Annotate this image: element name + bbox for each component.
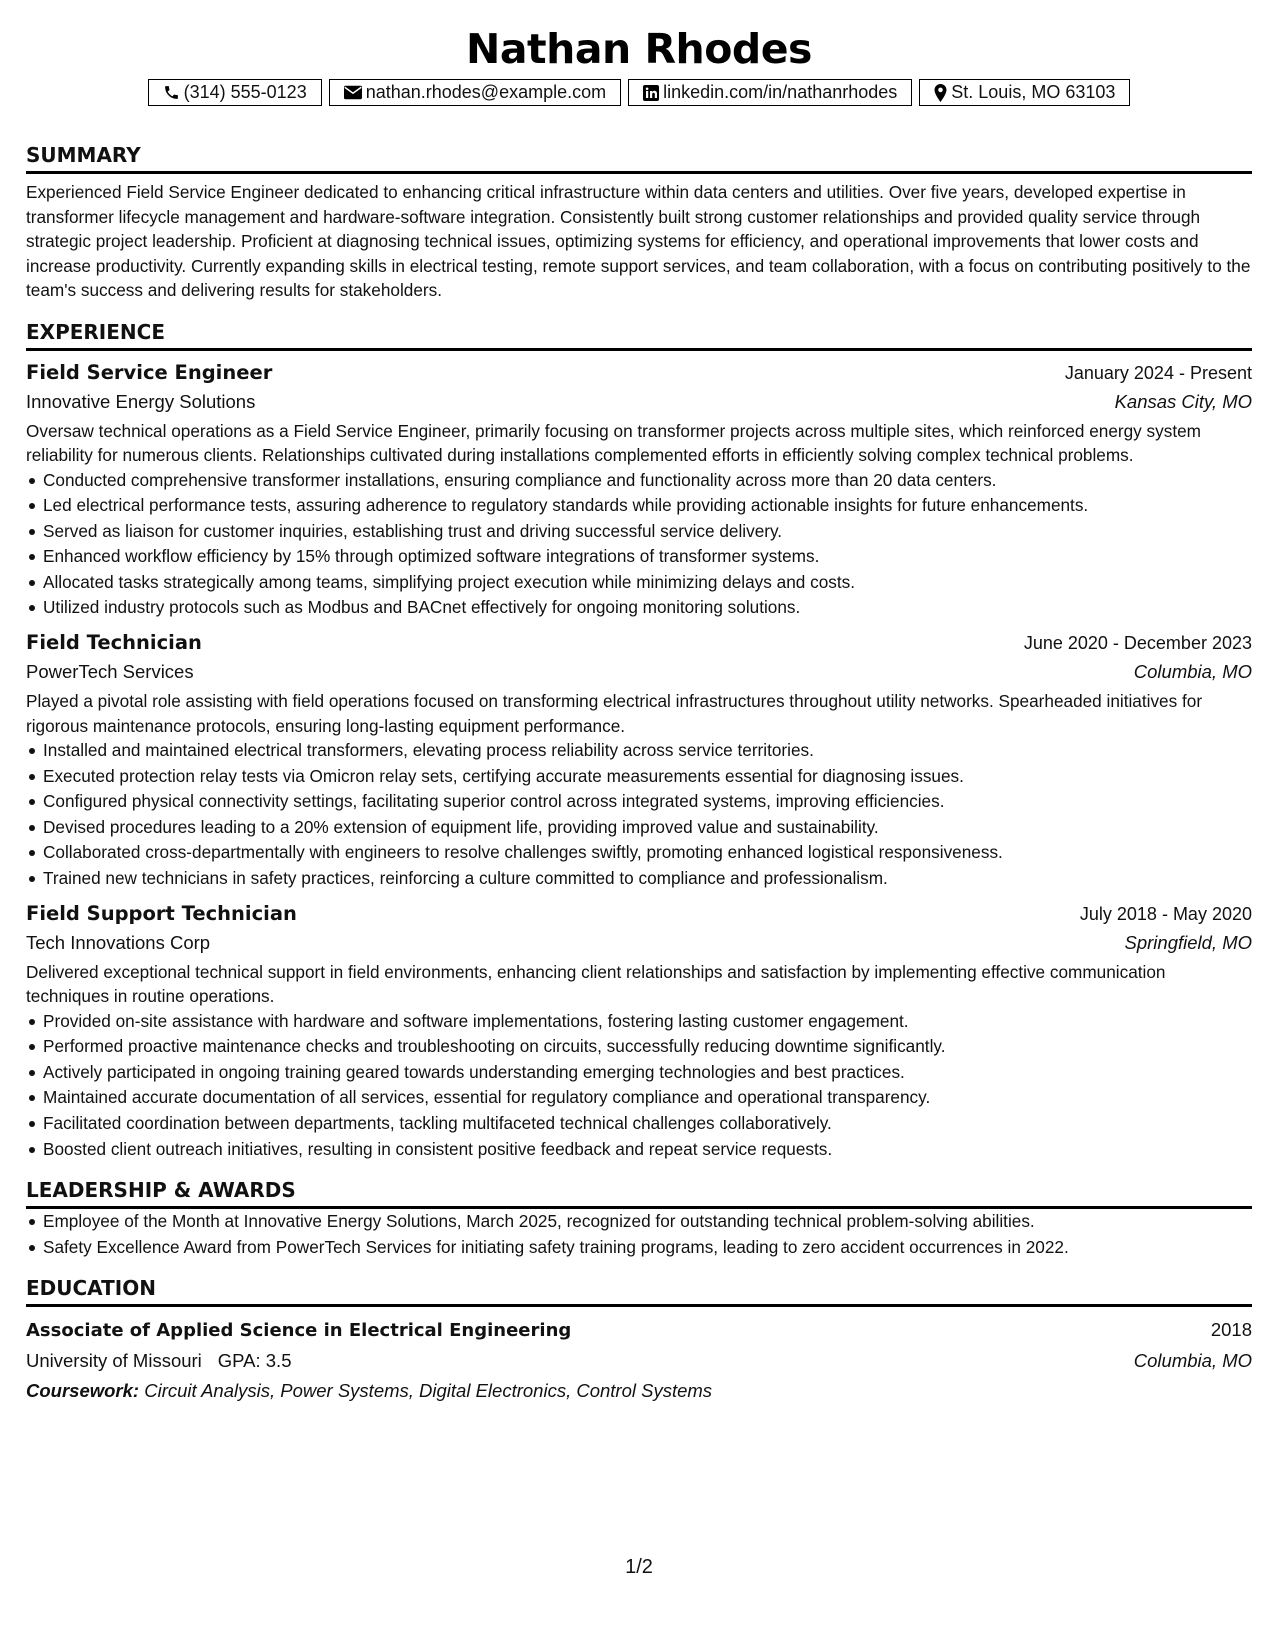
job-bullet: Utilized industry protocols such as Modbus and BACnet effectively for ongoing monitoring solutions.	[26, 595, 1252, 621]
job-bullet: Allocated tasks strategically among teams, simplifying project execution while minimizing delays and costs.	[26, 570, 1252, 596]
award-item: Employee of the Month at Innovative Energy Solutions, March 2025, recognized for outstanding technical problem-solving abilities.	[26, 1209, 1252, 1235]
map-pin-icon	[934, 84, 947, 102]
awards-list	[26, 1209, 1252, 1260]
education-location: Columbia, MO	[1133, 1350, 1252, 1372]
education-school-line	[26, 1346, 292, 1376]
page-number: 1/2	[625, 1556, 653, 1578]
job-entry	[26, 359, 1252, 622]
coursework-label: Coursework:	[26, 1380, 140, 1402]
job-bullet: Devised procedures leading to a 20% extension of equipment life, providing improved value and sustainability.	[26, 815, 1252, 841]
job-bullet: Executed protection relay tests via Omicron relay sets, certifying accurate measurements essential for diagnosing issues.	[26, 764, 1252, 790]
awards-heading: LEADERSHIP & AWARDS	[26, 1178, 1252, 1209]
education-year: 2018	[1210, 1319, 1252, 1341]
job-description: Played a pivotal role assisting with field operations focused on transforming electrical infrastructures throughout utility networks. Spearheaded initiatives for rigorous maintenance protocols, ensuring long-lasting equipment performance.	[26, 691, 1203, 736]
contact-phone[interactable]	[148, 79, 322, 106]
job-bullet: Configured physical connectivity settings, facilitating superior control across integrated systems, improving efficiencies.	[26, 789, 1252, 815]
job-bullet: Performed proactive maintenance checks and troubleshooting on circuits, successfully reducing downtime significantly.	[26, 1034, 1252, 1060]
job-bullets	[26, 738, 1252, 892]
job-entry	[26, 900, 1252, 1163]
contact-linkedin-text: linkedin.com/in/nathanrhodes	[663, 82, 898, 102]
contact-phone-text: (314) 555-0123	[183, 82, 307, 102]
job-location: Springfield, MO	[1124, 931, 1252, 953]
education-heading: EDUCATION	[26, 1276, 1252, 1307]
job-bullet: Led electrical performance tests, assuring adherence to regulatory standards while providing actionable insights for future enhancements.	[26, 493, 1252, 519]
job-bullet: Boosted client outreach initiatives, resulting in consistent positive feedback and repeat service requests.	[26, 1137, 1252, 1163]
job-title: Field Support Technician	[26, 901, 297, 925]
job-location: Kansas City, MO	[1114, 390, 1252, 412]
education-coursework	[26, 1376, 1252, 1406]
phone-icon	[163, 84, 180, 101]
job-bullet: Maintained accurate documentation of all services, essential for regulatory compliance and operational transparency.	[26, 1085, 1252, 1111]
job-bullet: Served as liaison for customer inquiries, establishing trust and driving successful service delivery.	[26, 519, 1252, 545]
job-bullet: Facilitated coordination between departments, tackling multifaceted technical challenges collaboratively.	[26, 1111, 1252, 1137]
job-description: Delivered exceptional technical support in field environments, enhancing client relationships and satisfaction by implementing effective communication techniques in routine operations.	[26, 961, 1166, 1007]
job-bullets	[26, 468, 1252, 622]
education-gpa: GPA: 3.5	[217, 1350, 292, 1372]
job-entry	[26, 629, 1252, 892]
job-company: Tech Innovations Corp	[26, 931, 211, 953]
job-location: Columbia, MO	[1133, 661, 1252, 683]
job-bullet: Conducted comprehensive transformer installations, ensuring compliance and functionality across more than 20 data centers.	[26, 468, 1252, 494]
education-entry	[26, 1315, 1252, 1406]
job-dates: June 2020 - December 2023	[1023, 633, 1252, 654]
job-dates: January 2024 - Present	[1064, 362, 1252, 383]
candidate-name: Nathan Rhodes	[466, 25, 812, 73]
experience-heading: EXPERIENCE	[26, 320, 1252, 351]
contact-email[interactable]	[329, 79, 621, 106]
summary-text: Experienced Field Service Engineer dedicated to enhancing critical infrastructure within data centers and utilities. Over five years, developed expertise in transformer lifecycle management and hardware-software integration. Consistently built strong customer relationships and provided quality service through strategic project leadership. Proficient at diagnosing technical issues, optimizing systems for efficiency, and operational improvements that lower costs and increase productivity. Currently expanding skills in electrical testing, remote support services, and team collaboration, with a focus on contributing positively to the team's success and delivering results for stakeholders.	[26, 182, 1251, 300]
job-bullet: Collaborated cross-departmentally with engineers to resolve challenges swiftly, promoting enhanced logistical responsiveness.	[26, 840, 1252, 866]
contact-location-text: St. Louis, MO 63103	[951, 82, 1116, 102]
summary-heading: SUMMARY	[26, 143, 1252, 174]
contact-linkedin[interactable]	[628, 79, 912, 106]
job-bullet: Provided on-site assistance with hardware and software implementations, fostering lasting customer engagement.	[26, 1009, 1252, 1035]
job-bullet: Enhanced workflow efficiency by 15% through optimized software integrations of transformer systems.	[26, 544, 1252, 570]
job-bullet: Trained new technicians in safety practices, reinforcing a culture committed to compliance and professionalism.	[26, 866, 1252, 892]
job-description: Oversaw technical operations as a Field Service Engineer, primarily focusing on transformer projects across multiple sites, which reinforced energy system reliability for numerous clients. Relationships cultivated during installations complemented efforts in efficiently solving complex technical problems.	[26, 420, 1201, 465]
coursework-list: Circuit Analysis, Power Systems, Digital Electronics, Control Systems	[144, 1380, 713, 1402]
resume-page	[26, 0, 1252, 1650]
education-degree: Associate of Applied Science in Electrical Engineering	[26, 1320, 572, 1342]
job-title: Field Technician	[26, 631, 202, 655]
job-title: Field Service Engineer	[26, 360, 273, 384]
job-company: PowerTech Services	[26, 661, 194, 683]
contact-bar	[26, 79, 1252, 106]
job-bullets	[26, 1009, 1252, 1163]
award-item: Safety Excellence Award from PowerTech Services for initiating safety training programs, leading to zero accident occurrences in 2022.	[26, 1235, 1252, 1261]
linkedin-icon	[643, 85, 659, 101]
education-school: University of Missouri	[26, 1350, 202, 1372]
job-company: Innovative Energy Solutions	[26, 390, 256, 412]
job-dates: July 2018 - May 2020	[1079, 903, 1252, 924]
job-bullet: Actively participated in ongoing training geared towards understanding emerging technologies and best practices.	[26, 1060, 1252, 1086]
contact-email-text: nathan.rhodes@example.com	[365, 82, 607, 102]
job-bullet: Installed and maintained electrical transformers, elevating process reliability across service territories.	[26, 738, 1252, 764]
envelope-icon	[344, 85, 362, 100]
contact-location	[919, 79, 1130, 106]
